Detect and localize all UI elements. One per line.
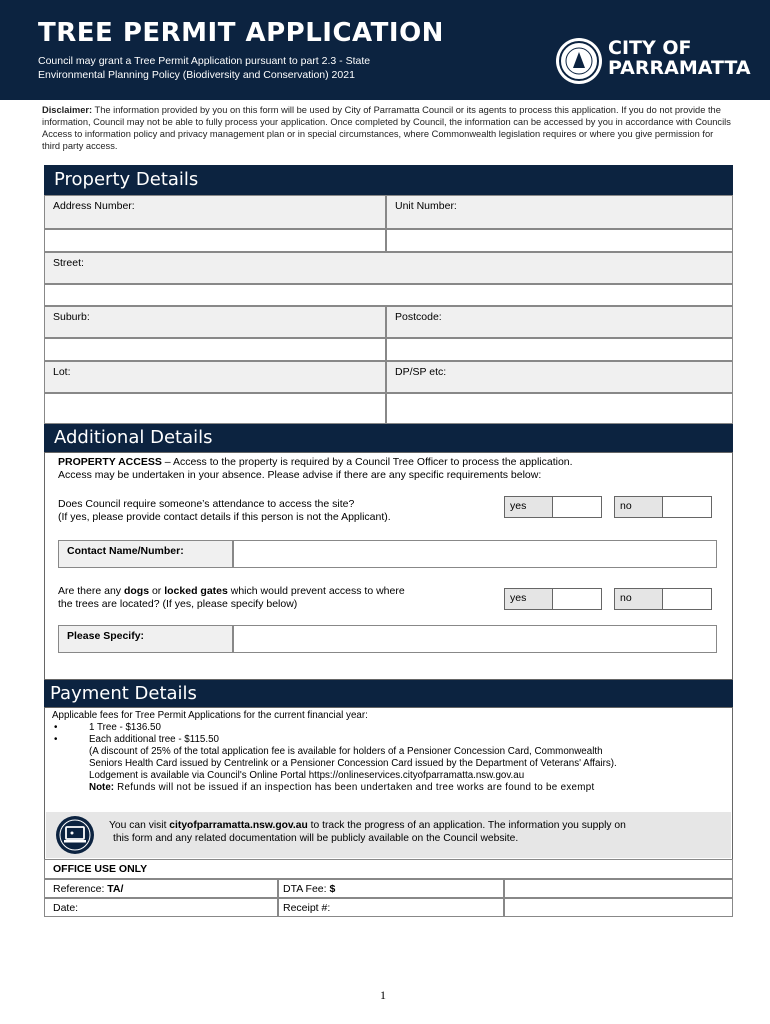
reference-cell <box>44 879 278 898</box>
office-blank-cell-1 <box>504 879 733 898</box>
dpsp-field[interactable] <box>386 393 733 424</box>
contact-name-label: Contact Name/Number: <box>58 540 233 568</box>
reference-label: Reference: <box>53 883 108 895</box>
postcode-field[interactable] <box>386 338 733 361</box>
office-use-heading: OFFICE USE ONLY <box>44 859 733 879</box>
yes-label: yes <box>505 497 553 517</box>
suburb-field[interactable] <box>44 338 386 361</box>
dogs-gates-question <box>58 585 498 611</box>
lot-field[interactable] <box>44 393 386 424</box>
page-subtitle <box>38 54 458 82</box>
fee-item-2 <box>52 734 727 746</box>
q2-gates: locked gates <box>164 585 228 597</box>
dta-fee-label: DTA Fee: <box>283 883 330 895</box>
note-text: Refunds will not be issued if an inspection has been undertaken and tree works are found to be exempt <box>114 782 595 793</box>
dogs-gates-yes-checkbox[interactable] <box>504 588 602 610</box>
lodgement-text: Lodgement is available via Council's Online Portal https://onlineservices.cityofparramatta.nsw.gov.au <box>89 770 525 781</box>
subtitle-line-2: Environmental Planning Policy (Biodiversity and Conservation) 2021 <box>38 69 355 81</box>
dta-fee-currency: $ <box>329 883 336 895</box>
street-label: Street: <box>44 252 733 284</box>
dta-fee-cell <box>278 879 504 898</box>
please-specify-label: Please Specify: <box>58 625 233 653</box>
council-website-link[interactable]: cityofparramatta.nsw.gov.au <box>169 820 308 831</box>
dogs-gates-no-checkbox[interactable] <box>614 588 712 610</box>
no-label: no <box>615 589 663 609</box>
discount-line-2: Seniors Health Card issued by Centrelink or a Pensioner Concession Card issued by the Department of Veterans' Affairs). <box>89 758 617 769</box>
q2-text-b: which would prevent access to where <box>227 585 405 597</box>
payment-details-heading: Payment Details <box>44 680 733 707</box>
fees-intro: Applicable fees for Tree Permit Applications for the current financial year: <box>52 710 368 721</box>
council-seal-graphic <box>556 38 602 84</box>
disclaimer-text: The information provided by you on this form will be used by City of Parramatta Council or its agents to process this application. If you do not provide the information, Council may not be able to fully process your application. Once completed by Council, the information can be accessed by you in accordance with Councils Access to information policy and privacy management plan or in special circumstances, where Commonwealth legislation requires or where you give permission for third party access. <box>42 105 731 151</box>
reference-prefix: TA/ <box>107 883 124 895</box>
bullet-icon: • <box>54 734 58 745</box>
property-access-line-2: Access may be undertaken in your absence. Please advise if there are any specific requirements below: <box>58 469 542 481</box>
note-label: Note: <box>89 782 115 793</box>
dogs-gates-question-line-1 <box>58 585 498 598</box>
website-info-line-2: this form and any related documentation will be publicly available on the Council website. <box>113 833 519 844</box>
visit-text-b: to track the progress of an application. The information you supply on <box>307 820 626 831</box>
q2-dogs: dogs <box>123 585 150 597</box>
yes-label: yes <box>505 589 553 609</box>
address-number-field[interactable] <box>44 229 386 252</box>
receipt-cell: Receipt #: <box>278 898 504 917</box>
page-title: TREE PERMIT APPLICATION <box>38 18 444 48</box>
dogs-gates-question-line-2: the trees are located? (If yes, please specify below) <box>58 598 298 610</box>
property-details-heading: Property Details <box>44 165 733 195</box>
lot-label: Lot: <box>44 361 386 393</box>
office-blank-cell-2 <box>504 898 733 917</box>
unit-number-label: Unit Number: <box>386 195 733 229</box>
disclaimer-label: Disclaimer: <box>42 105 93 115</box>
attendance-yes-checkbox[interactable] <box>504 496 602 518</box>
attendance-question <box>58 498 498 524</box>
discount-line-1: (A discount of 25% of the total application fee is available for holders of a Pensioner Concession Card, Commonwealth <box>89 746 603 757</box>
dpsp-label: DP/SP etc: <box>386 361 733 393</box>
postcode-label: Postcode: <box>386 306 733 338</box>
date-cell: Date: <box>44 898 278 917</box>
website-info-line-1 <box>109 819 719 832</box>
street-field[interactable] <box>44 284 733 306</box>
address-number-label: Address Number: <box>44 195 386 229</box>
fee-item-1-text: 1 Tree - $136.50 <box>89 722 161 733</box>
please-specify-field[interactable] <box>233 625 717 653</box>
fee-item-2-text: Each additional tree - $115.50 <box>89 734 219 745</box>
additional-details-heading: Additional Details <box>44 424 733 452</box>
q2-or: or <box>149 585 165 597</box>
property-access-line-1: – Access to the property is required by a Council Tree Officer to process the application. <box>161 456 573 468</box>
disclaimer <box>42 104 732 152</box>
page-number: 1 <box>380 988 386 1002</box>
subtitle-line-1: Council may grant a Tree Permit Application pursuant to part 2.3 - State <box>38 55 371 67</box>
suburb-label: Suburb: <box>44 306 386 338</box>
payment-fees-text <box>52 710 727 794</box>
attendance-question-line-1: Does Council require someone’s attendance to access the site? <box>58 498 355 510</box>
unit-number-field[interactable] <box>386 229 733 252</box>
visit-text-a: You can visit <box>109 820 170 831</box>
no-label: no <box>615 497 663 517</box>
logo-text-parramatta: PARRAMATTA <box>608 57 751 79</box>
q2-text-a: Are there any <box>58 585 124 597</box>
property-access-bold: PROPERTY ACCESS <box>58 456 162 468</box>
contact-name-field[interactable] <box>233 540 717 568</box>
logo-text-city-of: CITY OF <box>608 37 692 59</box>
property-access-text <box>58 456 728 482</box>
computer-icon <box>55 815 95 855</box>
attendance-no-checkbox[interactable] <box>614 496 712 518</box>
attendance-question-line-2: (If yes, please provide contact details if this person is not the Applicant). <box>58 511 391 523</box>
fee-item-1 <box>52 722 727 734</box>
website-info-text <box>109 819 719 845</box>
bullet-icon: • <box>54 722 58 733</box>
refund-note <box>52 782 727 794</box>
